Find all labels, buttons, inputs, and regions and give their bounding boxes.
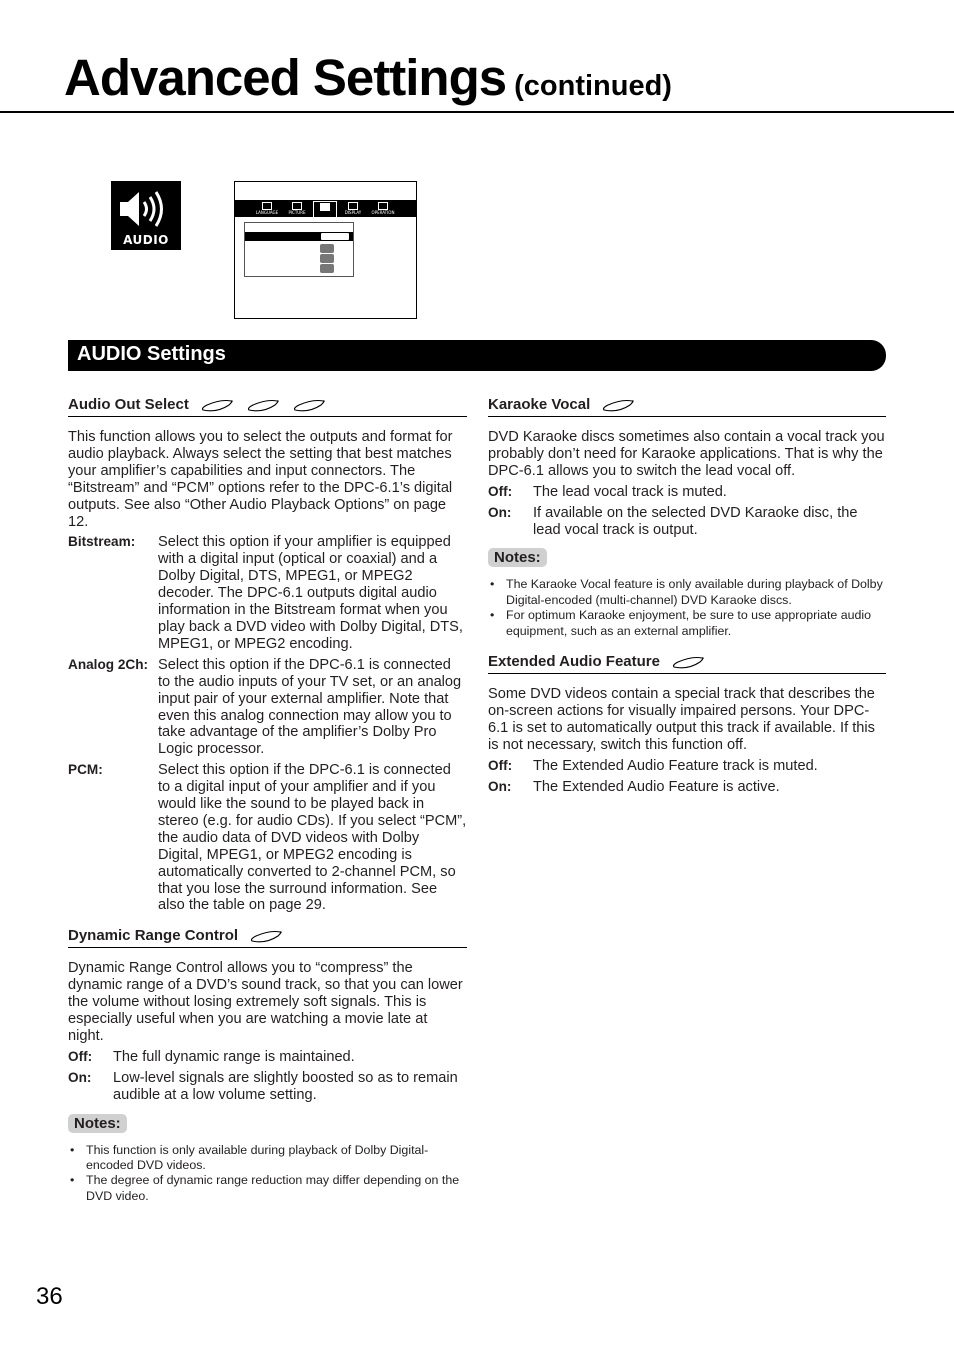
- page-number: 36: [36, 1283, 63, 1310]
- title-main: Advanced Settings: [64, 49, 507, 106]
- extended-option-on: [488, 779, 886, 796]
- karaoke-heading-text: Karaoke Vocal: [488, 396, 591, 413]
- disc-icon: [247, 398, 279, 414]
- osd-tab-audio: [313, 201, 337, 218]
- disc-icon: [602, 398, 634, 414]
- option-term: Off:: [488, 483, 513, 499]
- note-item: • For optimum Karaoke enjoyment, be sure to use appropriate audio equipment, such as an external amplifier.: [488, 608, 886, 639]
- option-desc: If available on the selected DVD Karaoke disc, the lead vocal track is output.: [533, 504, 858, 538]
- option-term: On:: [488, 504, 512, 520]
- extended-option-off: [488, 758, 886, 775]
- language-icon: [262, 202, 272, 210]
- drc-option-off: [68, 1049, 467, 1066]
- osd-menu-screenshot: [234, 181, 417, 319]
- disc-icon: [250, 929, 282, 945]
- option-term: Analog 2Ch:: [68, 656, 149, 672]
- osd-tab-bar: [235, 200, 416, 217]
- option-desc: The lead vocal track is muted.: [533, 483, 727, 500]
- osd-selected-value: [321, 233, 349, 240]
- note-item: • This function is only available during playback of Dolby Digital-encoded DVD videos.: [68, 1143, 467, 1174]
- left-column: [68, 396, 467, 1204]
- option-desc: The Extended Audio Feature is active.: [533, 778, 780, 795]
- drc-notes: [68, 1143, 467, 1205]
- option-desc: The full dynamic range is maintained.: [113, 1048, 355, 1065]
- disc-icon: [672, 655, 704, 671]
- karaoke-option-on: [488, 505, 886, 539]
- option-desc: Select this option if your amplifier is equipped with a digital input (optical or coaxial) and a Dolby Digital, DTS, MPEG1, or MPEG2 decoder. The DPC-6.1 outputs digital audio information in the Bitstream format when you play back a DVD video with Dolby Digital, DTS, MPEG1, or MPEG2 encoding.: [158, 534, 463, 652]
- drc-heading-text: Dynamic Range Control: [68, 927, 239, 945]
- title-rule: [0, 111, 954, 113]
- option-term: On:: [488, 778, 512, 794]
- karaoke-notes-label: Notes:: [488, 548, 547, 567]
- osd-tab-operation-label: OPERATION: [371, 210, 395, 215]
- extended-intro: Some DVD videos contain a special track that describes the on-screen actions for visually impaired persons. Your DPC-6.1 is set to automatically output this track if available. If this is not necessary, switch this function off.: [488, 686, 875, 753]
- option-desc: Select this option if the DPC-6.1 is connected to a digital input of your amplifier and if you would like the sound to be played back in stereo (e.g. for audio CDs). If you select “PCM”, the audio data of DVD videos with Dolby Digital, MPEG1, or MPEG2 encoding is automatically converted to 2-channel PCM, so that you lose the surround information. See also the table on page 29.: [158, 762, 467, 914]
- option-term: PCM:: [68, 762, 103, 778]
- drc-option-on: [68, 1070, 467, 1104]
- option-term: Off:: [488, 757, 513, 773]
- display-icon: [348, 202, 358, 210]
- page-title: [64, 48, 672, 107]
- audio-out-intro: This function allows you to select the outputs and format for audio playback. Always select the setting that best matches your amplifier’s capabilities and input connectors. The “Bitstream” and “PCM” options refer to the DPC-6.1’s digital outputs. See also “Other Audio Playback Options” on page 12.: [68, 429, 453, 530]
- audio-menu-icon: [111, 181, 181, 250]
- option-term: Off:: [68, 1048, 93, 1064]
- audio-out-option-bitstream: [68, 534, 467, 652]
- option-desc: Low-level signals are slightly boosted so as to remain audible at a low volume setting.: [113, 1069, 458, 1103]
- option-term: Bitstream:: [68, 534, 136, 550]
- extended-heading: [488, 653, 886, 674]
- disc-icon: [293, 398, 325, 414]
- option-term: On:: [68, 1069, 92, 1085]
- option-desc: The Extended Audio Feature track is muted.: [533, 757, 818, 774]
- note-item: • The Karaoke Vocal feature is only available during playback of Dolby Digital-encoded (multi-channel) DVD Karaoke discs.: [488, 577, 886, 608]
- osd-value-button: [320, 244, 334, 253]
- osd-tab-picture-label: PICTURE: [288, 210, 306, 215]
- speaker-icon: [111, 185, 181, 235]
- osd-tab-operation: [369, 201, 397, 216]
- osd-tab-display-label: DISPLAY: [344, 210, 362, 215]
- right-column: [488, 396, 886, 796]
- audio-icon-label: AUDIO: [123, 233, 169, 247]
- section-banner: [68, 340, 886, 371]
- extended-heading-text: Extended Audio Feature: [488, 653, 660, 671]
- karaoke-notes: [488, 577, 886, 639]
- osd-tab-display: [341, 201, 365, 216]
- audio-out-heading-text: Audio Out Select: [68, 396, 189, 413]
- operation-icon: [378, 202, 388, 210]
- audio-out-option-analog: [68, 657, 467, 758]
- karaoke-option-off: [488, 484, 886, 501]
- audio-out-option-pcm: [68, 762, 467, 914]
- karaoke-heading: [488, 396, 886, 417]
- karaoke-intro: DVD Karaoke discs sometimes also contain a vocal track you probably don’t need for Karaoke applications. That is why the DPC-6.1 allows you to switch the lead vocal off.: [488, 429, 885, 479]
- title-continued: (continued): [514, 70, 672, 102]
- note-item: • The degree of dynamic range reduction may differ depending on the DVD video.: [68, 1173, 467, 1204]
- osd-value-button: [320, 254, 334, 263]
- drc-heading: [68, 927, 467, 948]
- picture-icon: [292, 202, 302, 210]
- drc-intro: Dynamic Range Control allows you to “compress” the dynamic range of a DVD’s sound track, so that you can lower the volume without losing extremely soft signals. This is especially useful when you are watching a movie late at night.: [68, 960, 463, 1044]
- audio-out-heading: [68, 396, 467, 417]
- osd-value-button: [320, 264, 334, 273]
- osd-tab-language: [255, 201, 279, 216]
- section-title: AUDIO Settings: [77, 343, 226, 365]
- osd-tab-language-label: LANGUAGE: [255, 210, 279, 215]
- option-desc: Select this option if the DPC-6.1 is connected to the audio inputs of your TV set, or an analog input pair of your external amplifier. Note that even this analog connection may allow you to take advantage of the amplifier’s Dolby Pro Logic processor.: [158, 656, 462, 758]
- osd-tab-picture: [285, 201, 309, 216]
- osd-settings-list: [244, 222, 354, 277]
- speaker-icon: [320, 203, 330, 211]
- drc-notes-label: Notes:: [68, 1114, 127, 1133]
- disc-icon: [201, 398, 233, 414]
